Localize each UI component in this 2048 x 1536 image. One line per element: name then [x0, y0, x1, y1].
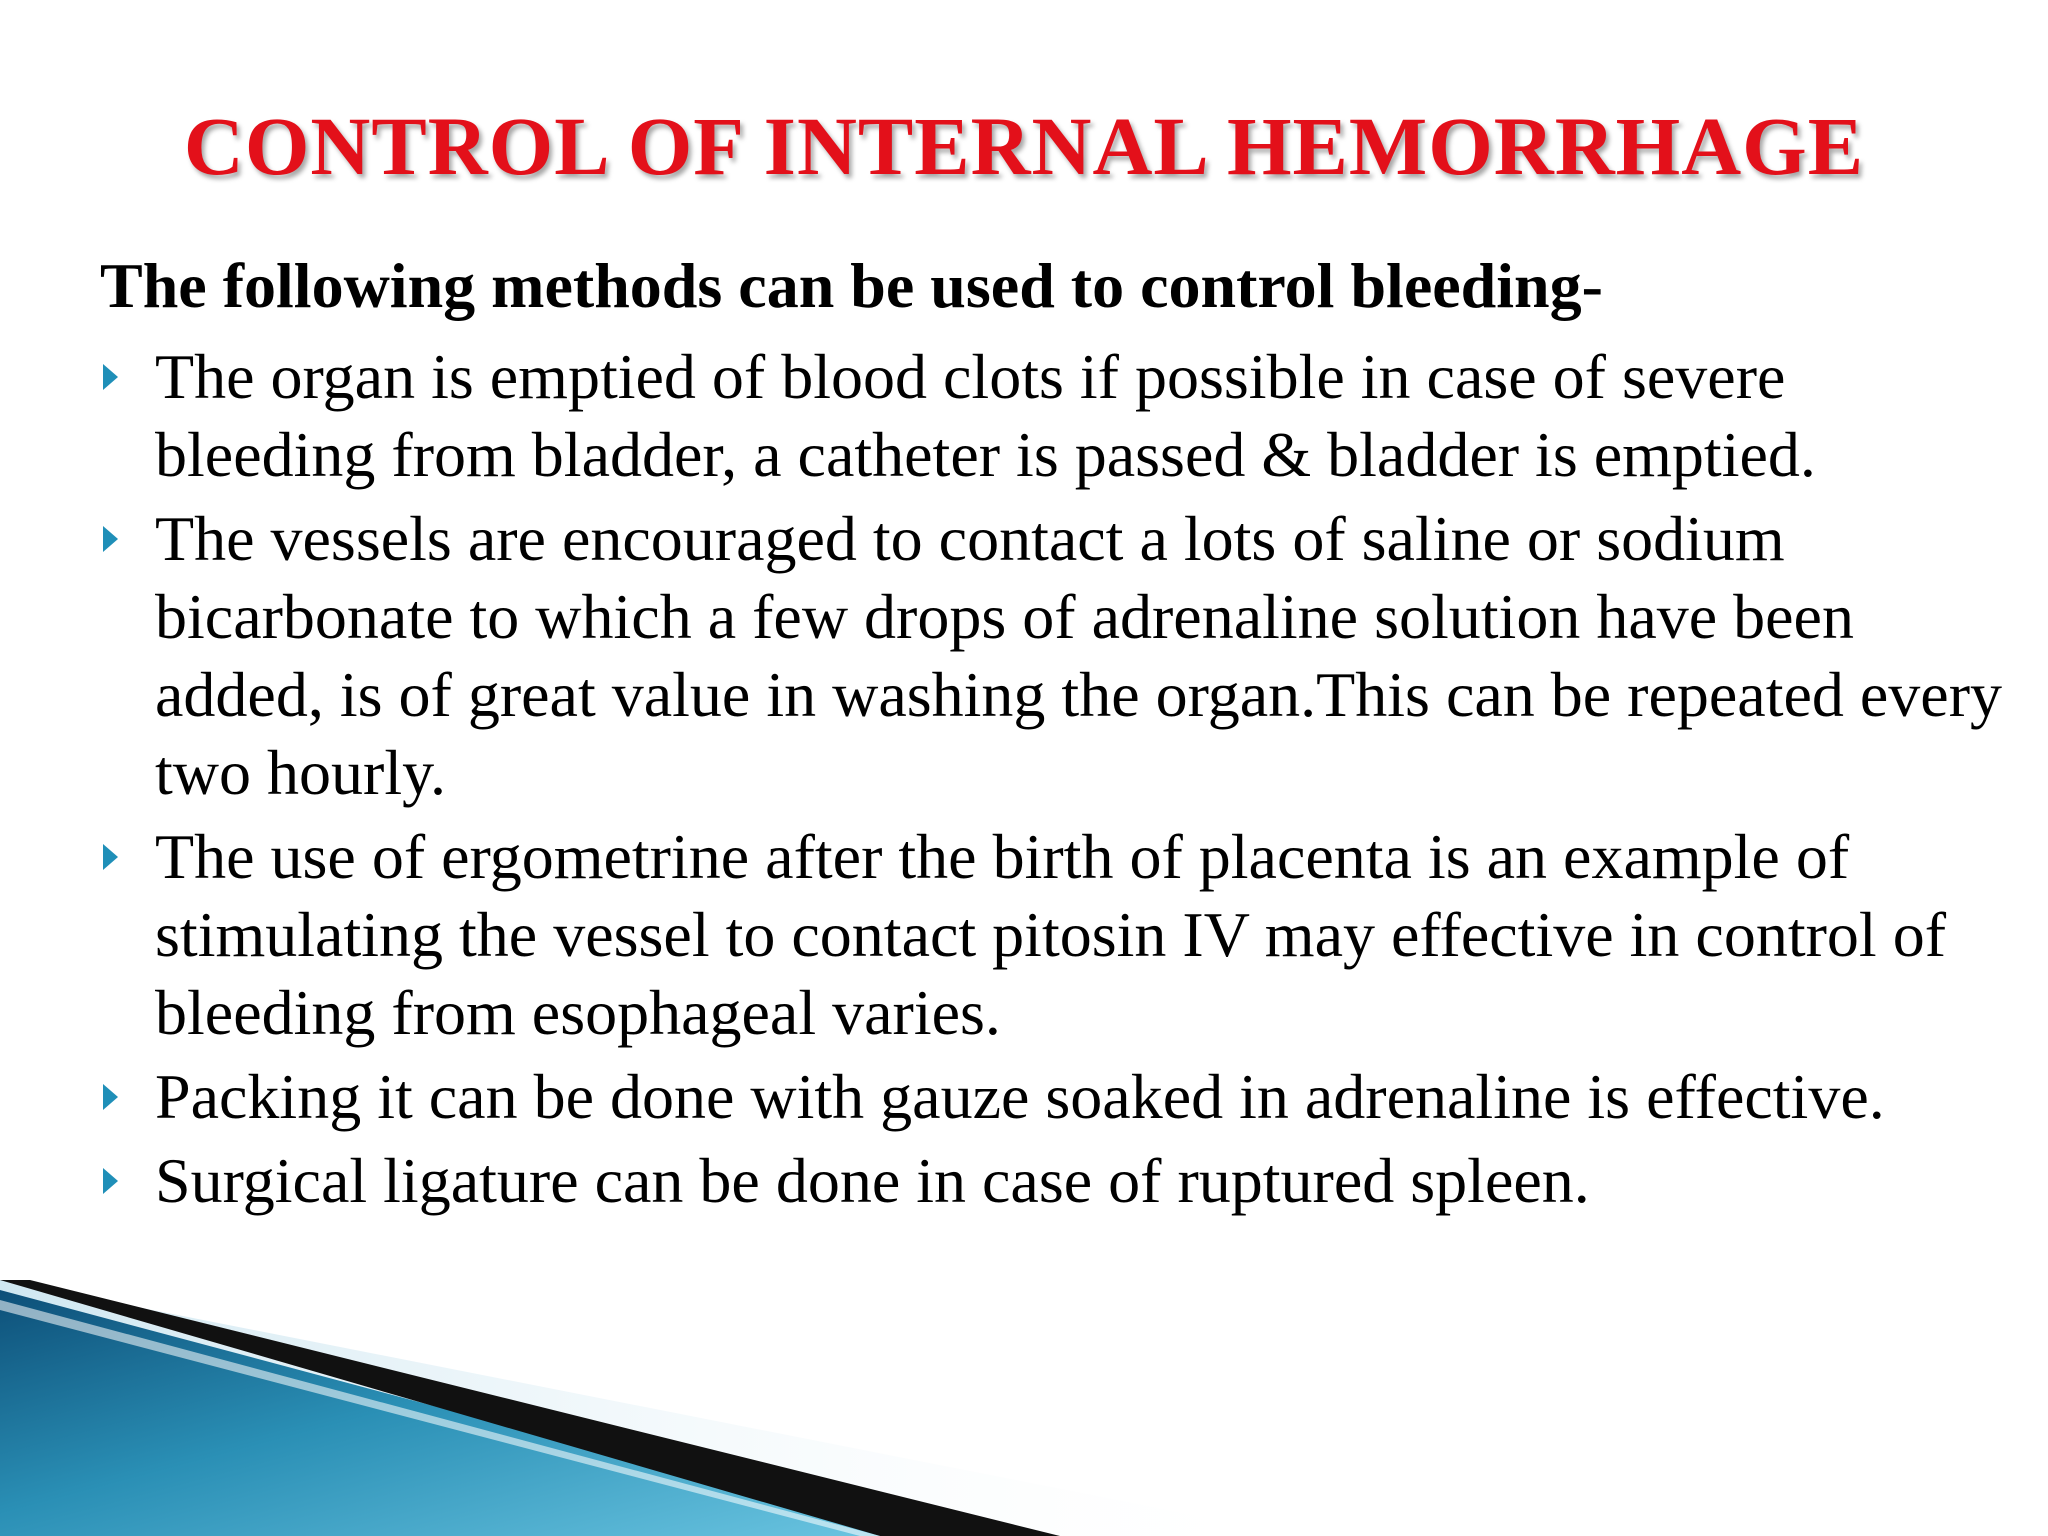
corner-swoosh-decoration [0, 1280, 1300, 1536]
slide-title: CONTROL OF INTERNAL HEMORRHAGE [183, 100, 1865, 192]
triangle-bullet-icon [103, 1168, 118, 1194]
triangle-bullet-icon [103, 526, 118, 552]
bullet-text: Packing it can be done with gauze soaked in adrenaline is effective. [155, 1061, 1885, 1132]
triangle-bullet-icon [103, 364, 118, 390]
triangle-bullet-icon [103, 844, 118, 870]
slide-intro: The following methods can be used to control bleeding- [100, 250, 1603, 321]
triangle-bullet-icon [103, 1084, 118, 1110]
bullet-item [100, 818, 2020, 1052]
bullet-item [100, 1142, 2020, 1220]
bullet-item [100, 1058, 2020, 1136]
bullet-text: The organ is emptied of blood clots if possible in case of severe bleeding from bladder, a catheter is passed & bladder is emptied. [155, 341, 1816, 490]
bullet-text: The vessels are encouraged to contact a lots of saline or sodium bicarbonate to which a few drops of adrenaline solution have been added, is of great value in washing the organ.This can be repeated every two hourly. [155, 503, 2002, 808]
bullet-item [100, 338, 2020, 494]
bullet-list [100, 338, 2020, 1226]
bullet-item [100, 500, 2020, 812]
bullet-text: The use of ergometrine after the birth of placenta is an example of stimulating the vessel to contact pitosin IV may effective in control of bleeding from esophageal varies. [155, 821, 1946, 1048]
bullet-text: Surgical ligature can be done in case of ruptured spleen. [155, 1145, 1590, 1216]
